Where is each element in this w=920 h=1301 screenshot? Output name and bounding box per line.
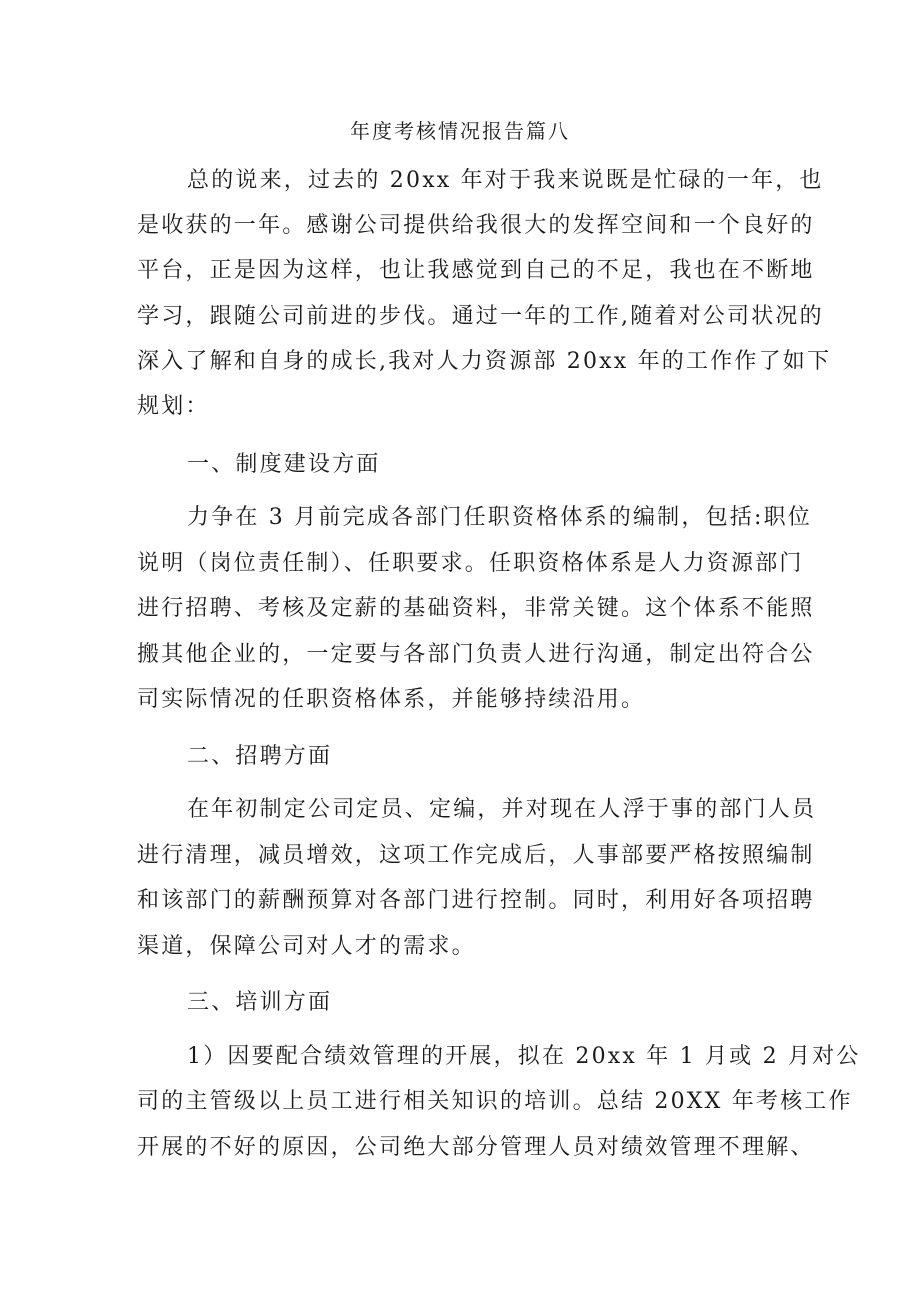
section-heading: 三、培训方面 (187, 990, 333, 1015)
section-heading: 一、制度建设方面 (187, 452, 381, 477)
paragraph-line: 进行招聘、考核及定薪的基础资料，非常关键。这个体系不能照 (137, 596, 815, 621)
paragraph-line: 进行清理，减员增效，这项工作完成后，人事部要严格按照编制 (137, 843, 815, 868)
paragraph-line: 是收获的一年。感谢公司提供给我很大的发挥空间和一个良好的 (137, 213, 815, 238)
paragraph-line: 在年初制定公司定员、定编，并对现在人浮于事的部门人员 (187, 797, 817, 822)
paragraph-line: 司实际情况的任职资格体系，并能够持续沿用。 (137, 687, 646, 712)
paragraph-line: 1）因要配合绩效管理的开展，拟在 20xx 年 1 月或 2 月对公 (187, 1044, 861, 1069)
paragraph-line: 搬其他企业的，一定要与各部门负责人进行沟通，制定出符合公 (137, 642, 815, 667)
paragraph-line: 司的主管级以上员工进行相关知识的培训。总结 20XX 年考核工作 (137, 1089, 853, 1114)
document-title: 年度考核情况报告篇八 (350, 119, 570, 143)
paragraph-line: 渠道，保障公司对人才的需求。 (137, 934, 476, 959)
paragraph-line: 平台，正是因为这样，也让我感觉到自己的不足，我也在不断地 (137, 258, 815, 283)
paragraph-line: 说明（岗位责任制）、任职要求。任职资格体系是人力资源部门 (137, 551, 804, 576)
paragraph-line: 学习，跟随公司前进的步伐。通过一年的工作,随着对公司状况的 (137, 304, 824, 329)
paragraph-line: 开展的不好的原因，公司绝大部分管理人员对绩效管理不理解、 (137, 1135, 815, 1160)
paragraph-line: 深入了解和自身的成长,我对人力资源部 20xx 年的工作作了如下 (137, 349, 832, 374)
paragraph-line: 和该部门的薪酬预算对各部门进行控制。同时，利用好各项招聘 (137, 888, 815, 913)
paragraph-line: 规划： (137, 394, 210, 419)
paragraph-line: 力争在 3 月前完成各部门任职资格体系的编制，包括:职位 (187, 505, 812, 530)
section-heading: 二、招聘方面 (187, 744, 333, 769)
paragraph-line: 总的说来，过去的 20xx 年对于我来说既是忙碌的一年，也 (187, 168, 824, 193)
